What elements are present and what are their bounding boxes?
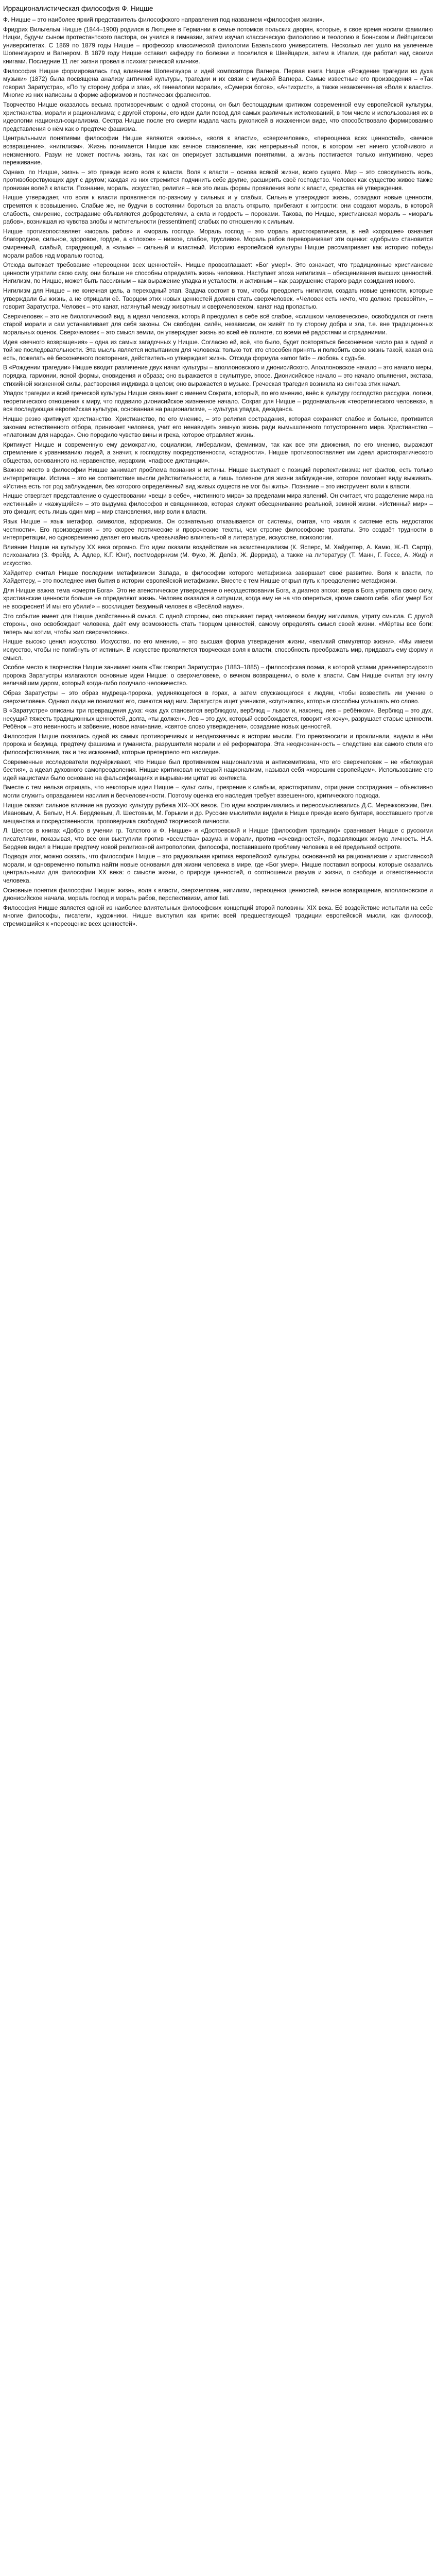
paragraph: Это событие имеет для Ницше двойственный смысл. С одной стороны, оно открывает перед человеком бездну нигилизма, утрату смысла. С другой стороны, оно освобождает человека, даёт ему возможность стать творцом ценностей, самому определять смысл своей жизни. «Мёртвы все боги: теперь мы хотим, чтобы жил сверхчеловек». — [3, 612, 433, 636]
paragraph: Ницше противопоставляет «мораль рабов» и «мораль господ». Мораль господ – это мораль аристократическая, в ней «хорошее» означает благородное, сильное, здоровое, гордое, а «плохое» – низкое, слабое, трусливое. Мораль рабов переворачивает эти оценки: «добрым» становится смиренный, слабый, страдающий, а «злым» – сильный и властный. Историю европейской культуры Ницше рассматривает как историю победы морали рабов над моралью господ. — [3, 227, 433, 259]
paragraph: Важное место в философии Ницше занимает проблема познания и истины. Ницше выступает с позиций перспективизма: нет фактов, есть только интерпретации. Истина – это не соответствие мысли действительности, а лишь полезное для жизни заблуждение, которое помогает виду выживать. «Истина есть тот род заблуждения, без которого определённый вид живых существ не мог бы жить». Познание – это инструмент воли к власти. — [3, 466, 433, 490]
paragraph: Центральными понятиями философии Ницше являются «жизнь», «воля к власти», «сверхчеловек», «переоценка всех ценностей», «вечное возвращение», «нигилизм». Жизнь понимается Ницше как вечное становление, как непрерывный поток, в котором нет ничего устойчивого и неизменного. Разум не может постичь жизнь, так как он оперирует застывшими понятиями, а жизнь постигается только интуитивно, через переживание. — [3, 134, 433, 166]
paragraph: Фридрих Вильгельм Ницше (1844–1900) родился в Лютцене в Германии в семье потомков польских дворян, которые, в свое время носили фамилию Ницки, будучи сыном протестантского пастора, он учился в гимназии, затем изучал классическую филологию и теологию в Боннском и Лейпцигском университетах. С 1869 по 1879 годы Ницше – профессор классической филологии Базельского университета. Несколько лет ушло на увлечение Шопенгауэром и Вагнером. В 1879 году Ницше оставил кафедру по болезни и поселился в Швейцарии, затем в Италии, где работал над своими книгами. Последние 11 лет жизни провел в психиатрической клинике. — [3, 25, 433, 65]
paragraph: Вместе с тем нельзя отрицать, что некоторые идеи Ницше – культ силы, презрение к слабым, аристократизм, отрицание сострадания – объективно могли служить оправданием насилия и бесчеловечности. Поэтому оценка его наследия требует взвешенного, критического подхода. — [3, 784, 433, 800]
paragraph: Отсюда вытекает требование «переоценки всех ценностей». Ницше провозглашает: «Бог умер!». Это означает, что традиционные христианские ценности утратили свою силу, они больше не способны определять жизнь человека. Наступает эпоха нигилизма – обесценивания высших ценностей. Нигилизм, по Ницше, может быть пассивным – как выражение упадка и усталости, и активным – как разрушение старого ради созидания нового. — [3, 261, 433, 285]
paragraph: Однако, по Ницше, жизнь – это прежде всего воля к власти. Воля к власти – основа всякой жизни, всего сущего. Мир – это совокупность воль, противоборствующих друг с другом; каждая из них стремится подчинить себе другие, расширить своё господство. Человек как существо живое также пронизан волей к власти. Познание, мораль, искусство, религия – всё это лишь формы проявления воли к власти, средства её утверждения. — [3, 168, 433, 192]
paragraph: Философия Ницше оказалась одной из самых противоречивых и неоднозначных в истории мысли. Его превозносили и проклинали, видели в нём пророка и безумца, предтечу фашизма и гуманиста, разрушителя морали и её реформатора. Эта неоднозначность – следствие как самого стиля его философствования, так и тех искажений, которые претерпело его наследие. — [3, 732, 433, 756]
paragraph: Основные понятия философии Ницше: жизнь, воля к власти, сверхчеловек, нигилизм, переоценка ценностей, вечное возвращение, аполлоновское и дионисийское начала, мораль господ и мораль рабов, перспективизм, amor fati. — [3, 886, 433, 902]
paragraph: Язык Ницше – язык метафор, символов, афоризмов. Он сознательно отказывается от системы, считая, что «воля к системе есть недостаток честности». Его произведения – это скорее поэтические и пророческие тексты, чем строгие философские трактаты. Это создаёт трудности в интерпретации, но одновременно делает его мысль чрезвычайно влиятельной в литературе, искусстве, психологии. — [3, 518, 433, 541]
paragraph: Философия Ницше формировалась под влиянием Шопенгауэра и идей композитора Вагнера. Первая книга Ницше «Рождение трагедии из духа музыки» (1872) была посвящена анализу античной культуры, трагедии и их связи с музыкой Вагнера. Самые известные его произведения – «Так говорил Заратустра», «По ту сторону добра и зла», «К генеалогии морали», «Сумерки богов», «Антихрист», а также незаконченная «Воля к власти». Многие из них написаны в форме афоризмов и поэтических фрагментов. — [3, 67, 433, 99]
paragraph: Ницше резко критикует христианство. Христианство, по его мнению, – это религия сострадания, которая сохраняет слабое и больное, противится законам естественного отбора, принижает человека, учит его ненавидеть земную жизнь ради вымышленного потустороннего мира. Христианство – «платонизм для народа». Оно породило чувство вины и греха, которое отравляет жизнь. — [3, 415, 433, 439]
paragraph: Нигилизм для Ницше – не конечная цель, а переходный этап. Задача состоит в том, чтобы преодолеть нигилизм, создать новые ценности, которые утверждали бы жизнь, а не отрицали её. Творцом этих новых ценностей должен стать сверхчеловек. «Человек есть нечто, что должно превзойти», – говорит Заратустра. Человек – это канат, натянутый между животным и сверхчеловеком, канат над пропастью. — [3, 287, 433, 311]
paragraph: Хайдеггер считал Ницше последним метафизиком Запада, в философии которого метафизика завершает своё развитие. Воля к власти, по Хайдеггеру, – это последнее имя бытия в истории европейской метафизики. Вместе с тем Ницше открыл путь к преодолению метафизики. — [3, 569, 433, 585]
paragraph: Образ Заратустры – это образ мудреца-пророка, уединяющегося в горах, а затем спускающегося к людям, чтобы возвестить им учение о сверхчеловеке. Однако люди не понимают его, смеются над ним. Заратустра ищет учеников, «спутников», которые способны услышать его слово. — [3, 689, 433, 705]
paragraph: Упадок трагедии и всей греческой культуры Ницше связывает с именем Сократа, который, по его мнению, внёс в культуру господство рассудка, логики, теоретического отношения к миру, что подавило дионисийское жизненное начало. Сократ для Ницше – родоначальник «теоретического человека», а вся последующая европейская культура, основанная на рационализме, – культура упадка, декаданса. — [3, 389, 433, 413]
paragraph: Для Ницше важна тема «смерти Бога». Это не атеистическое утверждение о несуществовании Бога, а диагноз эпохи: вера в Бога утратила свою силу, христианские ценности больше не определяют жизнь. Человек оказался в ситуации, когда ему не на что опереться, кроме самого себя. «Бог умер! Бог не воскреснет! И мы его убили!» – восклицает безумный человек в «Весёлой науке». — [3, 586, 433, 610]
paragraph: Философия Ницше является одной из наиболее влиятельных философских концепций второй половины XIX века. Её воздействие испытали на себе многие философы, писатели, художники. Ницше выступил как критик всей предшествующей традиции европейской мысли, как философ, стремившийся к «переоценке всех ценностей». — [3, 904, 433, 927]
document-body — [3, 16, 433, 928]
paragraph: В «Рождении трагедии» Ницше вводит различение двух начал культуры – аполлоновского и дионисийского. Аполлоновское начало – это начало меры, порядка, гармонии, ясной формы, сновидения и образа; оно выражается в скульптуре, эпосе. Дионисийское начало – это начало опьянения, экстаза, стихийной жизненной силы, растворения индивида в целом; оно выражается в музыке. Греческая трагедия возникла из синтеза этих начал. — [3, 364, 433, 387]
paragraph: Ницше высоко ценил искусство. Искусство, по его мнению, – это высшая форма утверждения жизни, «великий стимулятор жизни». «Мы имеем искусство, чтобы не погибнуть от истины». В искусстве проявляется творческая воля к власти, способность преображать мир, придавать ему форму и смысл. — [3, 638, 433, 662]
paragraph: Сверхчеловек – это не биологический вид, а идеал человека, который преодолел в себе всё слабое, «слишком человеческое», освободился от гнета старой морали и сам устанавливает для себя законы. Он свободен, силён, независим, он живёт по ту сторону добра и зла, т.е. вне традиционных моральных оценок. Сверхчеловек – это смысл земли, он утверждает жизнь во всей её полноте, со всеми её радостями и страданиями. — [3, 312, 433, 336]
paragraph: Современные исследователи подчёркивают, что Ницше был противником национализма и антисемитизма, что его сверхчеловек – не «белокурая бестия», а идеал духовного самопреодоления. Ницше критиковал немецкий национализм, называл себя «хорошим европейцем». Использование его идей нацистами было основано на фальсификациях и вырывании цитат из контекста. — [3, 758, 433, 782]
paragraph: Особое место в творчестве Ницше занимает книга «Так говорил Заратустра» (1883–1885) – философская поэма, в которой устами древнеперсидского пророка Заратустры излагаются основные идеи Ницше: о сверхчеловеке, о вечном возвращении, о воле к власти. Сам Ницше считал эту книгу величайшим даром, который когда-либо получало человечество. — [3, 664, 433, 687]
page-title: Иррационалистическая философия Ф. Ницше — [3, 5, 153, 12]
paragraph: Влияние Ницше на культуру XX века огромно. Его идеи оказали воздействие на экзистенциализм (К. Ясперс, М. Хайдеггер, А. Камю, Ж.-П. Сартр), психоанализ (З. Фрейд, А. Адлер, К.Г. Юнг), постмодернизм (М. Фуко, Ж. Делёз, Ж. Деррида), а также на литературу (Т. Манн, Г. Гессе, А. Жид) и искусство. — [3, 543, 433, 567]
paragraph: Ницше отвергает представление о существовании «вещи в себе», «истинного мира» за пределами мира явлений. Он считает, что разделение мира на «истинный» и «кажущийся» – это выдумка философов и священников, которая служит обесцениванию реальной, земной жизни. «Истинный мир» – это фикция; есть лишь один мир – мир становления, мир воли к власти. — [3, 492, 433, 516]
paragraph: В «Заратустре» описаны три превращения духа: «как дух становится верблюдом, верблюд – львом и, наконец, лев – ребёнком». Верблюд – это дух, несущий тяжесть традиционных ценностей, долга, «ты должен». Лев – это дух, который освобождается, говорит «я хочу», разрушает старые ценности. Ребёнок – это невинность и забвение, новое начинание, «святое слово утверждения», созидание новых ценностей. — [3, 707, 433, 731]
paragraph: Л. Шестов в книгах «Добро в учении гр. Толстого и Ф. Ницше» и «Достоевский и Ницше (философия трагедии)» сравнивает Ницше с русскими писателями, показывая, что все они выступили против «всемства» разума и морали, против «очевидностей», подавляющих живую личность. Н.А. Бердяев видел в Ницше предтечу новой религиозной антропологии, философа, поставившего проблему человека в её предельной остроте. — [3, 827, 433, 851]
paragraph: Ницше оказал сильное влияние на русскую культуру рубежа XIX–XX веков. Его идеи воспринимались и переосмысливались Д.С. Мережковским, Вяч. Ивановым, А. Белым, Н.А. Бердяевым, Л. Шестовым, М. Горьким и др. Русские мыслители видели в Ницше прежде всего бунтаря, восставшего против мещанства и посредственности, проповедника свободной творческой личности. — [3, 801, 433, 825]
paragraph: Идея «вечного возвращения» – одна из самых загадочных у Ницше. Согласно ей, всё, что было, будет повторяться бесконечное число раз в одной и той же последовательности. Эта мысль является испытанием для человека: только тот, кто способен принять и полюбить свою жизнь такой, какая она есть, пожелать её бесконечного повторения, действительно утверждает жизнь. Отсюда формула «amor fati» – любовь к судьбе. — [3, 338, 433, 362]
paragraph: Критикует Ницше и современную ему демократию, социализм, либерализм, феминизм, так как все эти движения, по его мнению, выражают стремление к уравниванию людей, а значит, к господству посредственности, «стадности». Ницше противопоставляет им идеал аристократического общества, основанного на неравенстве, иерархии, «пафосе дистанции». — [3, 440, 433, 464]
paragraph: Подводя итог, можно сказать, что философия Ницше – это радикальная критика европейской культуры, основанной на рационализме и христианской морали, и одновременно попытка найти новые основания для жизни человека в мире, где «Бог умер». Ницше поставил вопросы, которые оказались центральными для философии XX века: о смысле жизни, о природе ценностей, о соотношении разума и жизни, о свободе и ответственности человека. — [3, 853, 433, 884]
paragraph: Творчество Ницше оказалось весьма противоречивым: с одной стороны, он был беспощадным критиком современной ему европейской культуры, христианства, морали и рационализма; с другой стороны, его идеи дали повод для самых различных истолкований, в том числе и использования их в идеологии национал-социализма. Сестра Ницше после его смерти издала часть рукописей в искаженном виде, что способствовало формированию представления о нём как о предтече фашизма. — [3, 100, 433, 132]
paragraph: Ф. Ницше – это наиболее яркий представитель философского направления под названием «философия жизни». — [3, 16, 324, 23]
paragraph: Ницше утверждает, что воля к власти проявляется по-разному у сильных и у слабых. Сильные утверждают жизнь, созидают новые ценности, стремятся к возвышению. Слабые же, не будучи в состоянии бороться за власть открыто, прибегают к хитрости: они создают мораль, в которой слабость, смирение, сострадание объявляются добродетелями, а сила и гордость – пороками. Такова, по Ницше, христианская мораль – «мораль рабов», возникшая из чувства злобы и мстительности (ressentiment) слабых по отношению к сильным. — [3, 194, 433, 226]
